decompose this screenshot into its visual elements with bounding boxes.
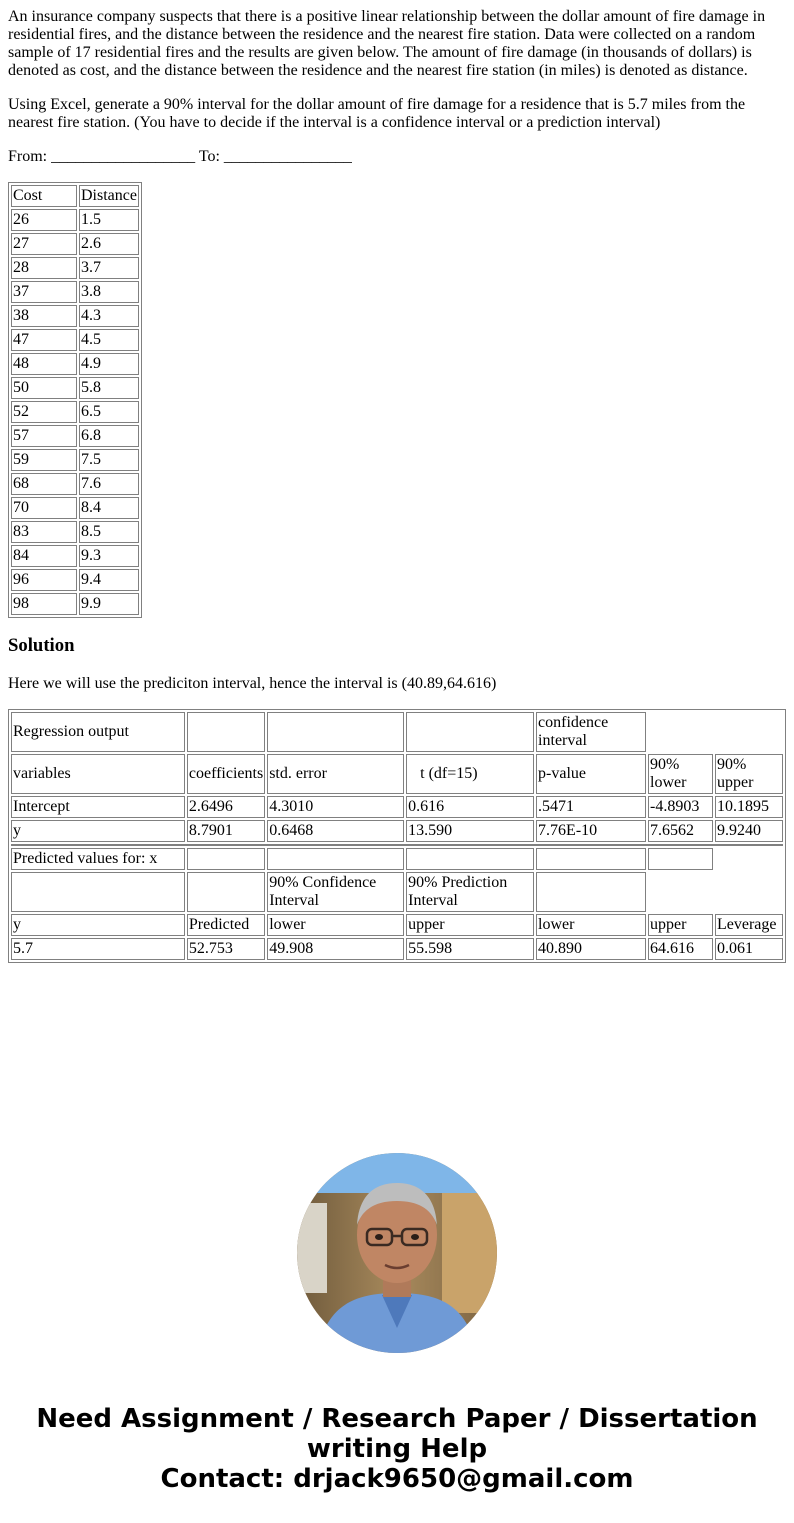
regression-cell: 90% Confidence Interval xyxy=(267,872,404,912)
regression-cell xyxy=(267,848,404,870)
regression-cell xyxy=(187,848,265,870)
table-cell: 98 xyxy=(11,593,77,615)
table-cell: 68 xyxy=(11,473,77,495)
table-cell: 47 xyxy=(11,329,77,351)
table-cell: 57 xyxy=(11,425,77,447)
table-cell: 9.4 xyxy=(79,569,139,591)
regression-cell xyxy=(187,712,265,752)
regression-cell: lower xyxy=(536,914,646,936)
table-cell: 1.5 xyxy=(79,209,139,231)
regression-cell: lower xyxy=(267,914,404,936)
table-header-cell: Cost xyxy=(11,185,77,207)
regression-cell: upper xyxy=(406,914,534,936)
regression-cell: 40.890 xyxy=(536,938,646,960)
table-header-cell: Distance xyxy=(79,185,139,207)
table-cell: 26 xyxy=(11,209,77,231)
regression-cell: y xyxy=(11,820,185,842)
regression-cell xyxy=(11,872,185,912)
regression-cell: upper xyxy=(648,914,713,936)
table-cell: 6.5 xyxy=(79,401,139,423)
question-paragraph-1: An insurance company suspects that there is a positive linear relationship between the dollar amount of fire damage in residential fires, and the distance between the residence and the nearest fire station. Data were collected on a random sample of 17 residential fires and the results are given below. The amount of fire damage (in thousands of dollars) is denoted as cost, and the distance between the residence and the nearest fire station (in miles) is denoted as distance. xyxy=(8,8,766,79)
regression-cell: 0.6468 xyxy=(267,820,404,842)
table-row xyxy=(11,329,139,351)
table-row xyxy=(11,353,139,375)
regression-cell: 7.6562 xyxy=(648,820,713,842)
regression-row xyxy=(11,872,783,912)
regression-cell: 7.76E-10 xyxy=(536,820,646,842)
regression-cell: -4.8903 xyxy=(648,796,713,818)
regression-cell: 0.061 xyxy=(715,938,783,960)
regression-cell: y xyxy=(11,914,185,936)
regression-row xyxy=(11,754,783,794)
table-row xyxy=(11,377,139,399)
regression-cell: 0.616 xyxy=(406,796,534,818)
table-cell: 27 xyxy=(11,233,77,255)
answer-line: From: __________________ To: ________________ xyxy=(8,148,352,165)
table-cell: 52 xyxy=(11,401,77,423)
person-portrait-icon xyxy=(297,1153,497,1353)
table-cell: 8.4 xyxy=(79,497,139,519)
footer-promo xyxy=(0,1404,794,1494)
regression-cell: 8.7901 xyxy=(187,820,265,842)
regression-cell: Regression output xyxy=(11,712,185,752)
regression-cell: Predicted values for: x xyxy=(11,848,185,870)
table-row xyxy=(11,257,139,279)
author-photo xyxy=(297,1153,497,1353)
table-cell: 5.8 xyxy=(79,377,139,399)
regression-cell: Leverage xyxy=(715,914,783,936)
regression-cell: 9.9240 xyxy=(715,820,783,842)
footer-line-1: Need Assignment / Research Paper / Dissertation xyxy=(36,1404,758,1434)
regression-cell: 2.6496 xyxy=(187,796,265,818)
table-row xyxy=(11,425,139,447)
table-cell: 50 xyxy=(11,377,77,399)
separator-row xyxy=(11,844,783,846)
table-row xyxy=(11,233,139,255)
table-row xyxy=(11,521,139,543)
regression-cell: 10.1895 xyxy=(715,796,783,818)
table-cell: 59 xyxy=(11,449,77,471)
regression-cell xyxy=(648,848,713,870)
regression-cell xyxy=(536,872,646,912)
table-cell: 48 xyxy=(11,353,77,375)
table-cell: 70 xyxy=(11,497,77,519)
footer-line-2: writing Help xyxy=(306,1434,488,1464)
table-cell: 9.9 xyxy=(79,593,139,615)
table-row xyxy=(11,401,139,423)
regression-cell: coefficients xyxy=(187,754,265,794)
regression-cell: p-value xyxy=(536,754,646,794)
regression-row xyxy=(11,938,783,960)
regression-cell: 90% Prediction Interval xyxy=(406,872,534,912)
regression-cell: 90% upper xyxy=(715,754,783,794)
table-cell: 83 xyxy=(11,521,77,543)
table-cell: 96 xyxy=(11,569,77,591)
table-row xyxy=(11,209,139,231)
table-cell: 9.3 xyxy=(79,545,139,567)
table-cell: 28 xyxy=(11,257,77,279)
regression-cell xyxy=(267,712,404,752)
table-cell: 8.5 xyxy=(79,521,139,543)
regression-output-table xyxy=(8,709,786,963)
table-cell: 2.6 xyxy=(79,233,139,255)
regression-cell: t (df=15) xyxy=(406,754,534,794)
table-row xyxy=(11,473,139,495)
table-cell: 7.5 xyxy=(79,449,139,471)
table-row xyxy=(11,545,139,567)
solution-heading: Solution xyxy=(8,635,75,656)
regression-cell: variables xyxy=(11,754,185,794)
table-row xyxy=(11,497,139,519)
table-cell: 38 xyxy=(11,305,77,327)
solution-text: Here we will use the prediciton interval, hence the interval is (40.89,64.616) xyxy=(8,675,497,692)
table-row xyxy=(11,449,139,471)
regression-cell xyxy=(536,848,646,870)
regression-row xyxy=(11,914,783,936)
regression-cell: 52.753 xyxy=(187,938,265,960)
regression-cell: Intercept xyxy=(11,796,185,818)
regression-row xyxy=(11,820,783,842)
regression-cell: 49.908 xyxy=(267,938,404,960)
table-cell: 3.7 xyxy=(79,257,139,279)
table-cell: 7.6 xyxy=(79,473,139,495)
table-header-row xyxy=(11,185,139,207)
table-cell: 84 xyxy=(11,545,77,567)
table-cell: 3.8 xyxy=(79,281,139,303)
table-row xyxy=(11,593,139,615)
table-cell: 37 xyxy=(11,281,77,303)
table-cell: 4.5 xyxy=(79,329,139,351)
regression-cell: confidence interval xyxy=(536,712,646,752)
regression-row xyxy=(11,796,783,818)
regression-cell: std. error xyxy=(267,754,404,794)
regression-cell: 13.590 xyxy=(406,820,534,842)
regression-cell: 5.7 xyxy=(11,938,185,960)
regression-cell: .5471 xyxy=(536,796,646,818)
question-paragraph-2: Using Excel, generate a 90% interval for the dollar amount of fire damage for a residence that is 5.7 miles from the nearest fire station. (You have to decide if the interval is a confidence interval or a prediction interval) xyxy=(8,96,746,131)
document-body xyxy=(8,8,786,963)
table-row xyxy=(11,305,139,327)
regression-row xyxy=(11,848,783,870)
regression-cell: Predicted xyxy=(187,914,265,936)
table-row xyxy=(11,281,139,303)
table-cell: 4.3 xyxy=(79,305,139,327)
table-row xyxy=(11,569,139,591)
regression-cell xyxy=(187,872,265,912)
regression-cell: 64.616 xyxy=(648,938,713,960)
cost-distance-table xyxy=(8,182,142,618)
regression-cell: 90% lower xyxy=(648,754,713,794)
footer-line-3: Contact: drjack9650@gmail.com xyxy=(160,1464,634,1494)
regression-cell xyxy=(406,712,534,752)
table-cell: 6.8 xyxy=(79,425,139,447)
regression-row xyxy=(11,712,783,752)
table-cell: 4.9 xyxy=(79,353,139,375)
regression-cell: 55.598 xyxy=(406,938,534,960)
regression-cell: 4.3010 xyxy=(267,796,404,818)
regression-cell xyxy=(406,848,534,870)
